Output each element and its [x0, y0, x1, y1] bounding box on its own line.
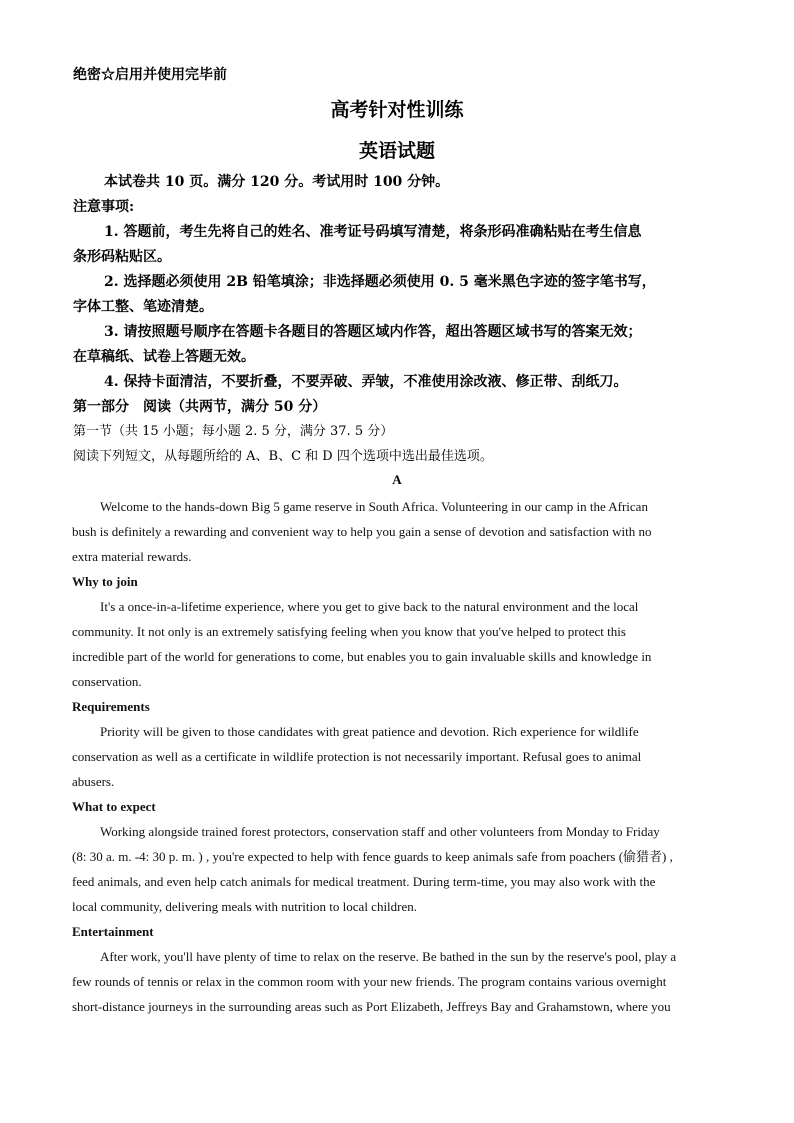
passage-line: bush is definitely a rewarding and convenient way to help you gain a sense of devotion and satisfaction with no [72, 524, 652, 539]
passage-line: community. It not only is an extremely satisfying feeling when you know that you've helped to protect this [72, 624, 626, 639]
note-1-line-1: 1. 答题前，考生先将自己的姓名、准考证号码填写清楚，将条形码准确粘贴在考生信息 [104, 224, 642, 240]
heading-requirements: Requirements [72, 699, 150, 714]
note-3-line-2: 在草稿纸、试卷上答题无效。 [73, 349, 255, 365]
note-2-line-2: 字体工整、笔迹清楚。 [73, 299, 213, 315]
passage-body [72, 494, 722, 1019]
confidential-label: 绝密☆启用并使用完毕前 [73, 67, 227, 83]
passage-line: incredible part of the world for generations to come, but enables you to gain invaluable skills and knowledge in [72, 649, 652, 664]
passage-line: extra material rewards. [72, 549, 192, 564]
exam-summary: 本试卷共 10 页。满分 120 分。考试用时 100 分钟。 [104, 174, 450, 190]
passage-line: feed animals, and even help catch animals for medical treatment. During term-time, you may also work with the [72, 874, 656, 889]
notes-label: 注意事项: [73, 199, 135, 215]
passage-line: local community, delivering meals with nutrition to local children. [72, 899, 418, 914]
note-3-line-1: 3. 请按照题号顺序在答题卡各题目的答题区域内作答，超出答题区域书写的答案无效； [104, 324, 642, 340]
heading-what-to-expect: What to expect [72, 799, 156, 814]
passage-line: conservation as well as a certificate in wildlife protection is not necessarily important. Refusal goes to animal [72, 749, 642, 764]
passage-line: (8: 30 a. m. -4: 30 p. m. ) , you're expected to help with fence guards to keep animals safe from poachers (偷猎者) , [72, 849, 673, 864]
passage-line: few rounds of tennis or relax in the common room with your new friends. The program contains various overnight [72, 974, 667, 989]
heading-entertainment: Entertainment [72, 924, 154, 939]
note-2-line-1: 2. 选择题必须使用 2B 铅笔填涂；非选择题必须使用 0. 5 毫米黑色字迹的签字笔书写， [104, 274, 656, 290]
passage-line: After work, you'll have plenty of time to relax on the reserve. Be bathed in the sun by the reserve's pool, play a [100, 949, 677, 964]
note-4: 4. 保持卡面清洁，不要折叠，不要弄破、弄皱，不准使用涂改液、修正带、刮纸刀。 [104, 374, 628, 390]
passage-line: conservation. [72, 674, 142, 689]
passage-line: It's a once-in-a-lifetime experience, where you get to give back to the natural environment and the local [100, 599, 639, 614]
part-one-heading: 第一部分 阅读（共两节，满分 50 分） [73, 399, 327, 415]
passage-line: Priority will be given to those candidates with great patience and devotion. Rich experience for wildlife [100, 724, 639, 739]
heading-why-to-join: Why to join [72, 574, 138, 589]
passage-line: Working alongside trained forest protectors, conservation staff and other volunteers from Monday to Friday [100, 824, 660, 839]
exam-subtitle: 英语试题 [358, 140, 435, 162]
note-1-line-2: 条形码粘贴区。 [73, 249, 171, 265]
section-one-heading: 第一节（共 15 小题；每小题 2. 5 分，满分 37. 5 分） [73, 424, 394, 439]
reading-instruction: 阅读下列短文，从每题所给的 A、B、C 和 D 四个选项中选出最佳选项。 [73, 449, 493, 464]
passage-line: Welcome to the hands-down Big 5 game reserve in South Africa. Volunteering in our camp in the African [100, 499, 648, 514]
passage-label: A [392, 472, 402, 487]
passage-line: abusers. [72, 774, 115, 789]
passage-line: short-distance journeys in the surrounding areas such as Port Elizabeth, Jeffreys Bay and Grahamstown, where you [72, 999, 671, 1014]
exam-title: 高考针对性训练 [330, 99, 464, 121]
